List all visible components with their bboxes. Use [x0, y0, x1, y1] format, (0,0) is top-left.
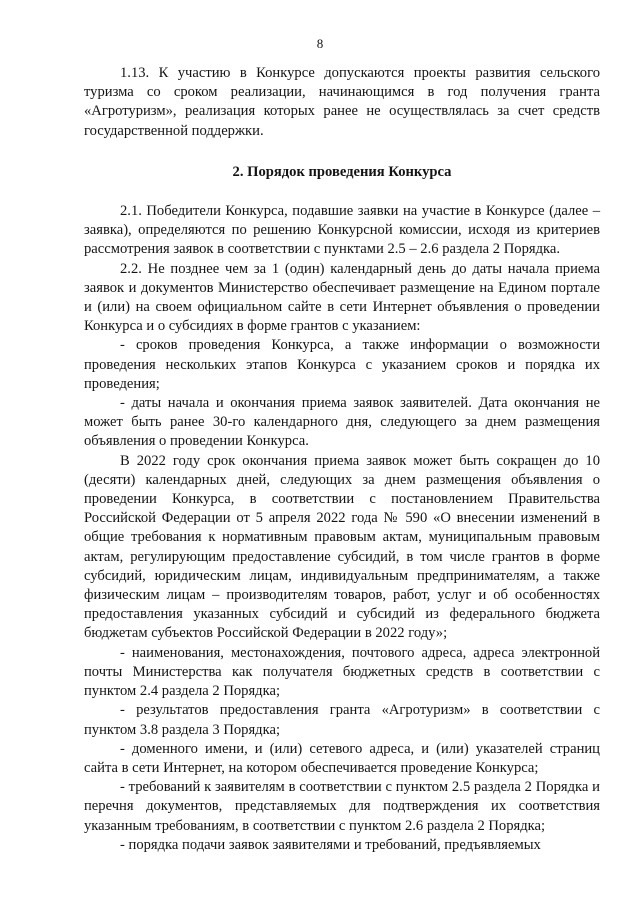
list-item-dates: - даты начала и окончания приема заявок заявителей. Дата окончания не может быть ранее 30-го календарного дня, следующего за днем размещения объявления о проведении Конкурса. [84, 395, 600, 450]
paragraph-2-2: 2.2. Не позднее чем за 1 (один) календарный день до даты начала приема заявок и документов Министерство обеспечивает размещение на Едином портале и (или) на своем официальном сайте в сети Интернет объявления о проведении Конкурса и о субсидиях в форме грантов с указанием: [84, 260, 600, 335]
paragraph-1-13: 1.13. К участию в Конкурсе допускаются проекты развития сельского туризма со сроком реализации, начинающимся в год получения гранта «Агротуризм», реализация которых ранее не осуществлялась за счет средств государственной поддержки. [84, 65, 600, 139]
list-item-procedure: - порядка подачи заявок заявителями и требований, предъявляемых [120, 836, 541, 853]
paragraph-2-1: 2.1. Победители Конкурса, подавшие заявки на участие в Конкурсе (далее – заявка), определяются по решению Конкурсной комиссии, исходя из критериев рассмотрения заявок в соответствии с пунктами 2.5 – 2.6 раздела 2 Порядка. [84, 203, 600, 258]
page-number: 8 [316, 36, 324, 51]
list-item-name-address: - наименования, местонахождения, почтового адреса, адреса электронной почты Министерства как получателя бюджетных средств в соответствии с пунктом 2.4 раздела 2 Порядка; [84, 644, 600, 700]
section-title: 2. Порядок проведения Конкурса [232, 163, 452, 180]
list-item-results: - результатов предоставления гранта «Агротуризм» в соответствии с пунктом 3.8 раздела 3 Порядка; [84, 702, 600, 738]
list-item-deadlines: - сроков проведения Конкурса, а также информации о возможности проведения нескольких этапов Конкурса с указанием сроков и порядка их проведения; [84, 337, 600, 392]
list-item-domain: - доменного имени, и (или) сетевого адреса, и (или) указателей страниц сайта в сети Интернет, на котором обеспечивается проведение Конкурса; [84, 740, 600, 776]
document-body [84, 64, 600, 855]
list-item-requirements: - требований к заявителям в соответствии с пунктом 2.5 раздела 2 Порядка и перечня документов, представляемых для подтверждения их соответствия указанным требованиям, в соответствии с пунктом 2.6 раздела 2 Порядка; [84, 779, 600, 834]
paragraph-2022: В 2022 году срок окончания приема заявок может быть сокращен до 10 (десяти) календарных дней, следующих за днем размещения объявления о проведении Конкурса, в соответствии с постановлением Правительства Российской Федерации от 5 апреля 2022 года № 590 «О внесении изменений в общие требования к нормативным правовым актам, муниципальным правовым актам, регулирующим предоставление субсидий, в том числе грантов в форме субсидий, юридическим лицам, индивидуальным предпринимателям, а также физическим лицам – производителям товаров, работ, услуг и об особенностях предоставления указанных субсидий и субсидий из федерального бюджета бюджетам субъектов Российской Федерации в 2022 году»; [84, 452, 600, 642]
